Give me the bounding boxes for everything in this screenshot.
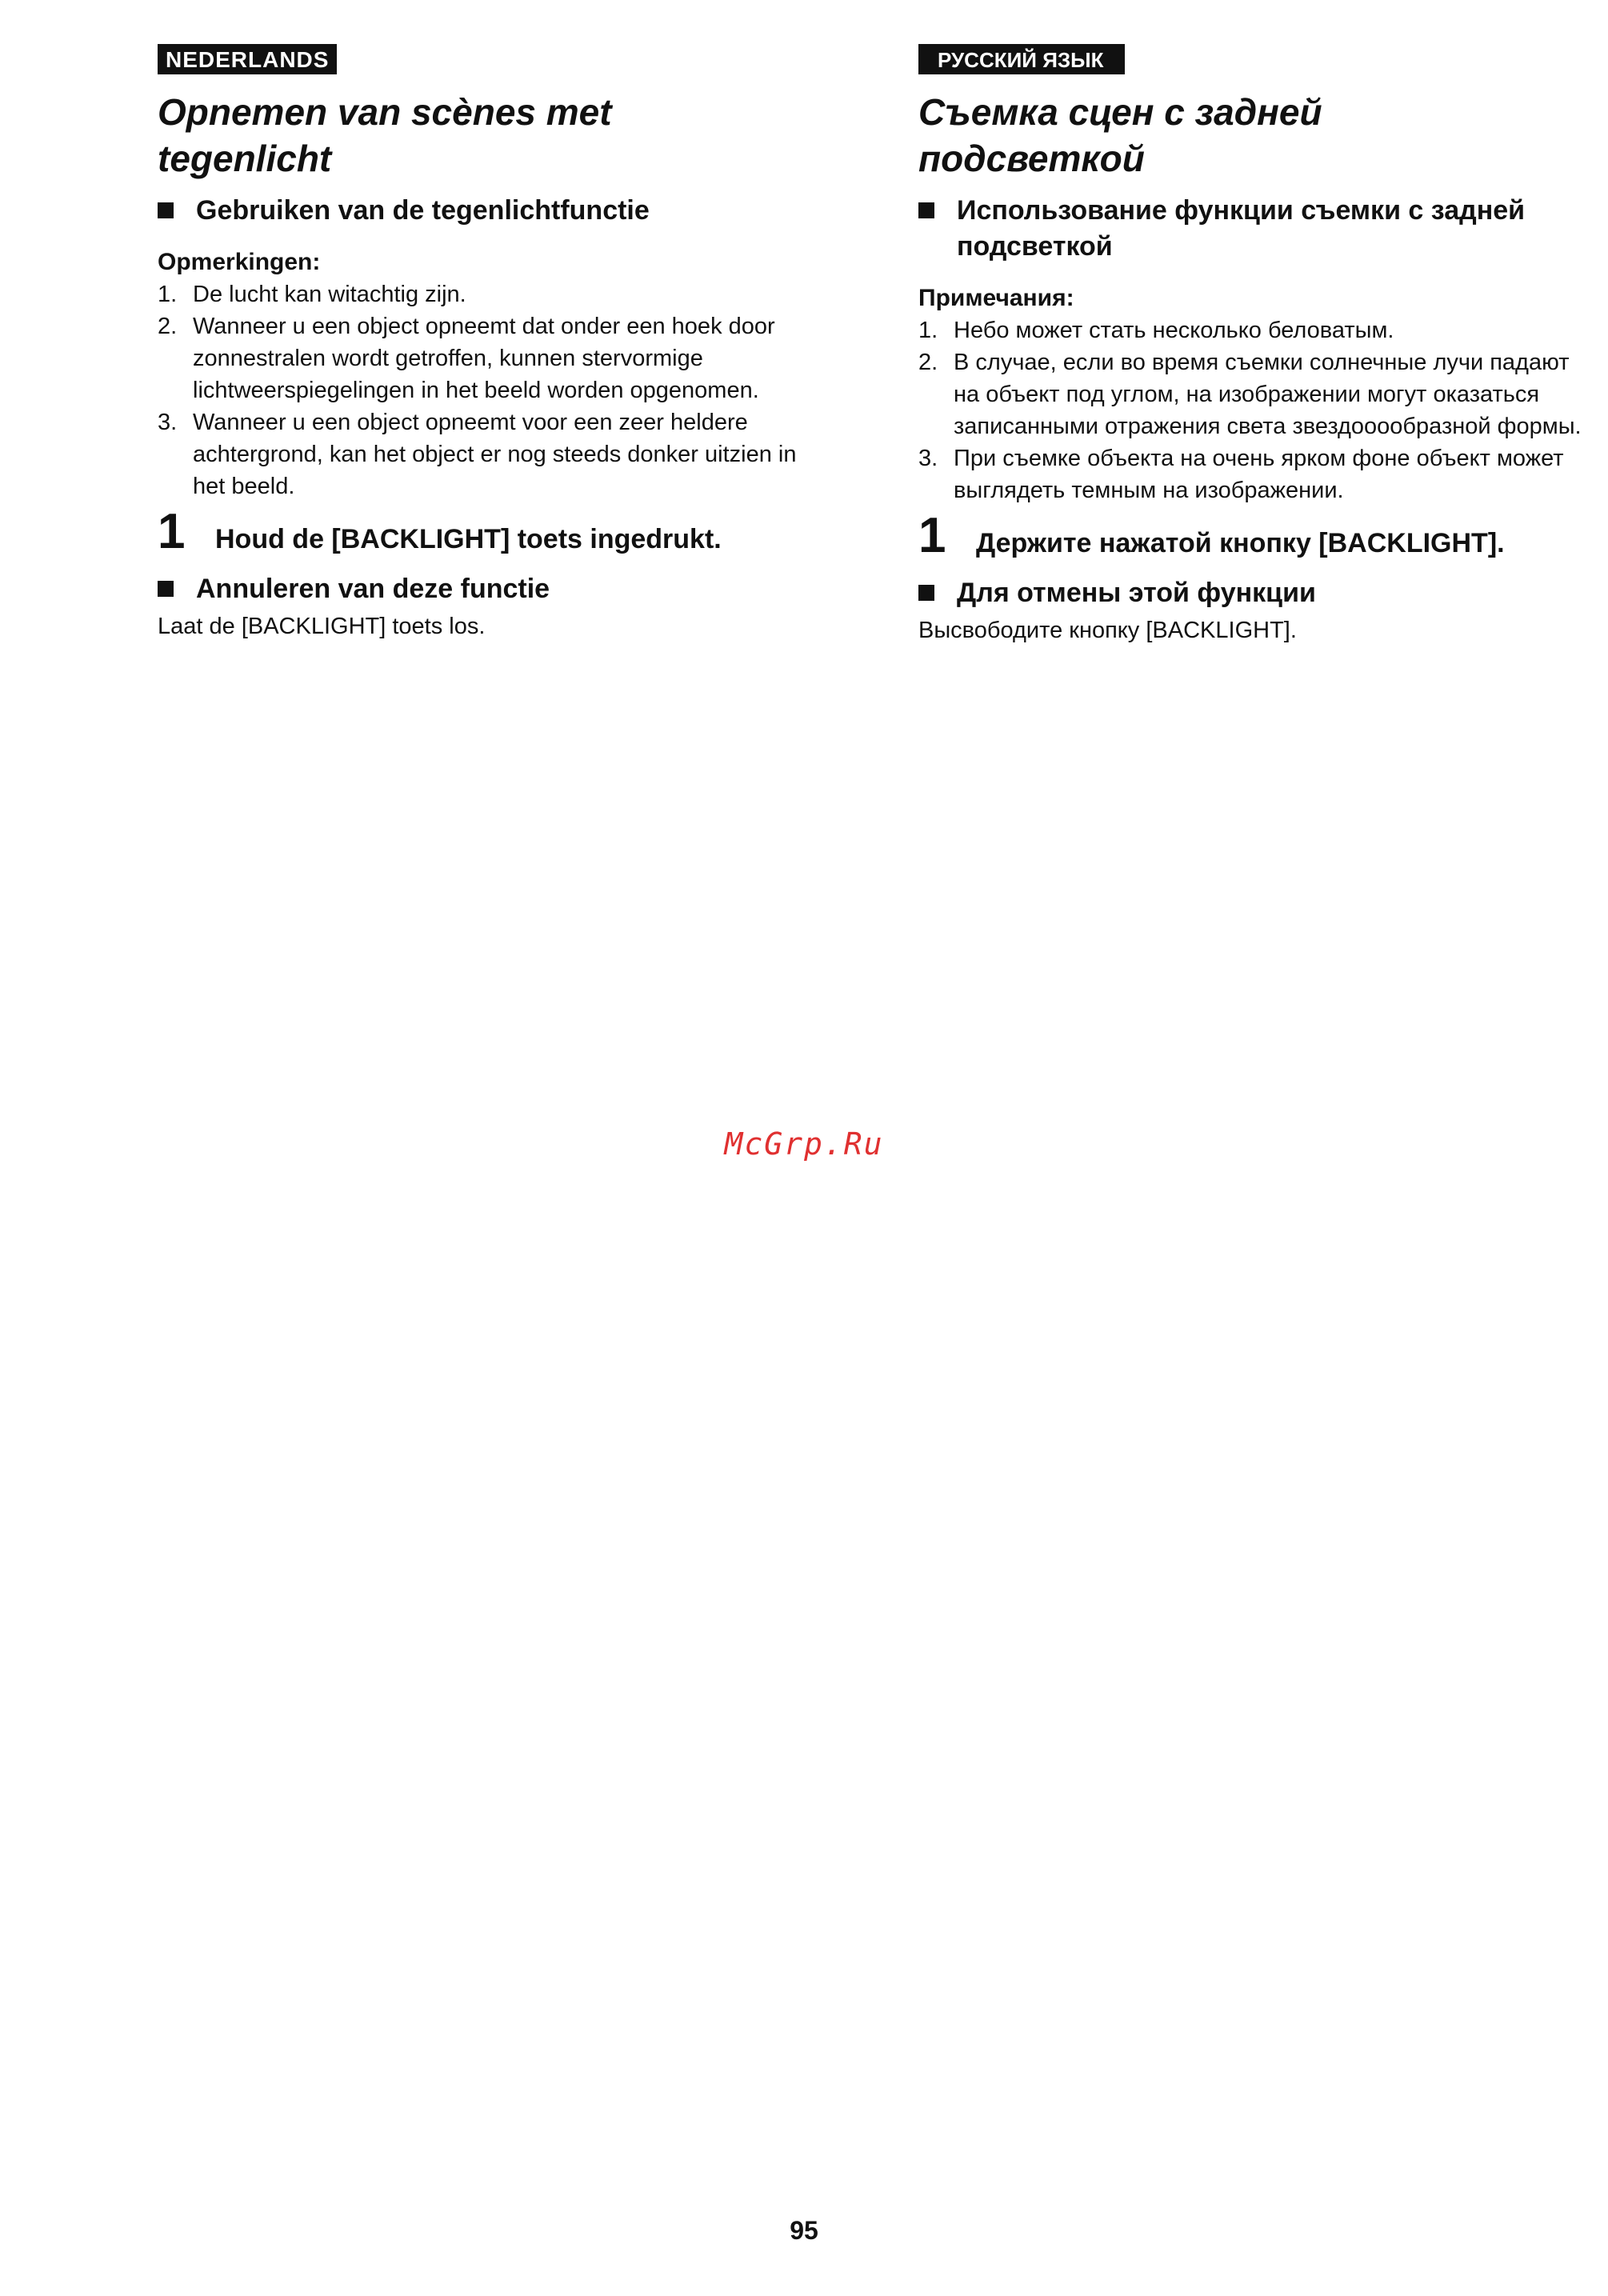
note-text: Wanneer u een object opneemt voor een zeer heldere achtergrond, kan het object er nog steeds donker uitzien in het beeld. (193, 410, 797, 499)
square-bullet-icon (918, 585, 934, 601)
page-title-line2: tegenlicht (158, 138, 332, 179)
language-badge: РУССКИЙ ЯЗЫК (918, 44, 1125, 74)
step-text: Houd de [BACKLIGHT] toets ingedrukt. (215, 524, 722, 554)
page-title-line1: Съемка сцен с задней (918, 91, 1322, 133)
list-item (158, 310, 798, 406)
step-1 (158, 504, 798, 559)
notes-label: Opmerkingen: (158, 249, 321, 275)
note-text: Wanneer u een object opneemt dat onder een hoek door zonnestralen wordt getroffen, kunnen stervormige lichtweerspiegelingen in het beeld worden opgenomen. (193, 314, 775, 403)
note-text: Небо может стать несколько беловатым. (954, 318, 1394, 343)
cancel-instruction: Высвободите кнопку [BACKLIGHT]. (918, 618, 1297, 643)
note-number: 2. (918, 350, 938, 375)
note-number: 3. (918, 446, 938, 471)
section-heading-text: Использование функции съемки с задней подсветкой (957, 195, 1526, 262)
list-item (158, 406, 798, 502)
square-bullet-icon (158, 202, 174, 218)
list-item (918, 314, 1582, 346)
note-number: 1. (158, 282, 178, 307)
note-number: 3. (158, 410, 178, 435)
list-item (918, 442, 1582, 506)
left-column (158, 44, 798, 642)
notes-list (918, 314, 1582, 506)
section-heading-text: Annuleren van deze functie (196, 574, 550, 604)
section-heading-usage (158, 193, 798, 229)
list-item (158, 278, 798, 310)
notes-list (158, 278, 798, 502)
page-number: 95 (790, 2216, 818, 2245)
note-text: De lucht kan witachtig zijn. (193, 282, 466, 307)
page-title-line2: подсветкой (918, 138, 1145, 179)
note-number: 2. (158, 314, 178, 339)
section-heading-text: Для отмены этой функции (957, 578, 1316, 608)
watermark: McGrp.Ru (724, 1126, 884, 1162)
step-number: 1 (918, 508, 946, 563)
page-title (158, 89, 798, 182)
step-1 (918, 508, 1582, 563)
notes-label: Примечания: (918, 285, 1074, 311)
note-number: 1. (918, 318, 938, 343)
cancel-instruction: Laat de [BACKLIGHT] toets los. (158, 614, 486, 639)
square-bullet-icon (918, 202, 934, 218)
list-item (918, 346, 1582, 442)
page-title-line1: Opnemen van scènes met (158, 91, 612, 133)
section-heading-usage (918, 193, 1582, 265)
step-text: Держите нажатой кнопку [BACKLIGHT]. (976, 528, 1505, 558)
right-column (918, 44, 1582, 646)
note-text: В случае, если во время съемки солнечные лучи падают на объект под углом, на изображении могут оказаться записанными отражения света звездооообразной формы. (954, 350, 1582, 439)
section-heading-cancel (158, 571, 798, 607)
section-heading-cancel (918, 575, 1582, 611)
page-title (918, 89, 1582, 182)
note-text: При съемке объекта на очень ярком фоне объект может выглядеть темным на изображении. (954, 446, 1564, 503)
language-badge: NEDERLANDS (158, 44, 337, 74)
section-heading-text: Gebruiken van de tegenlichtfunctie (196, 195, 650, 226)
step-number: 1 (158, 504, 186, 559)
square-bullet-icon (158, 581, 174, 597)
